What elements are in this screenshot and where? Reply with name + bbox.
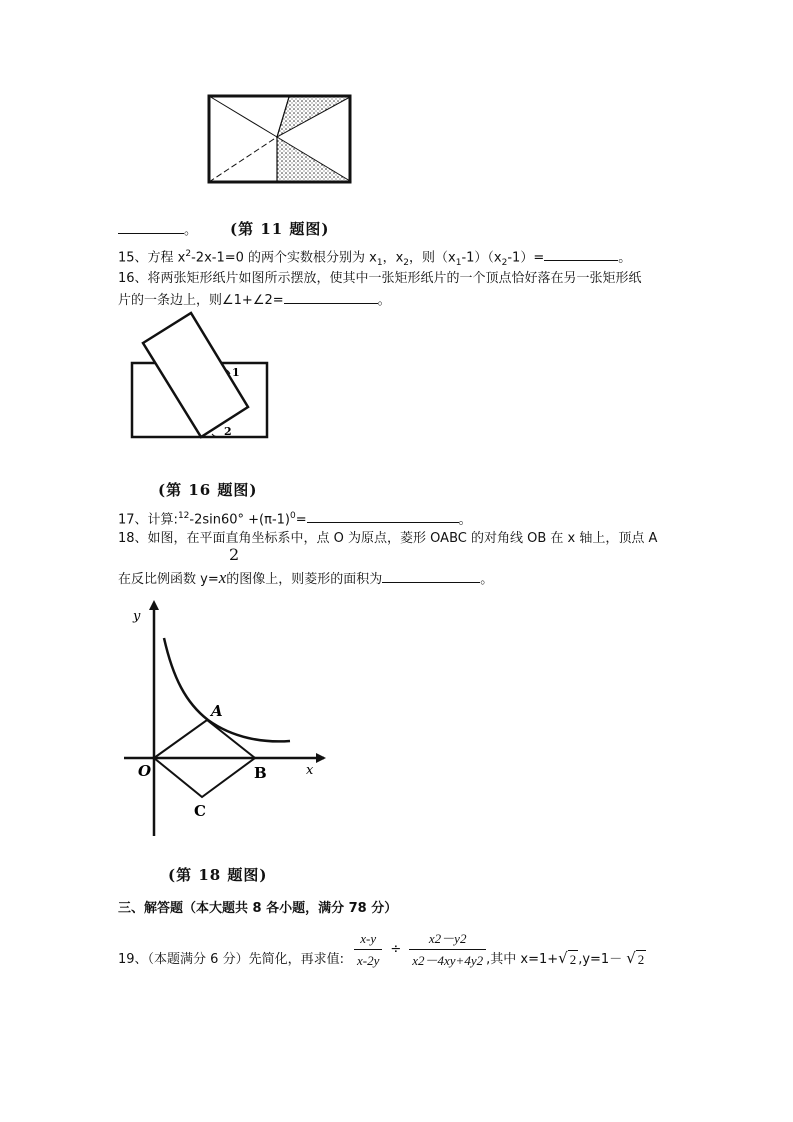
period: 。 — [184, 223, 198, 238]
q19-text: 19、（本题满分 6 分）先简化，再求值: — [118, 952, 344, 967]
q18-fraction-denominator: x — [218, 568, 227, 587]
q19-text: 其中 x=1+ — [490, 952, 559, 967]
q15-text: -1）（x — [461, 250, 502, 266]
q15-text: 15、方程 x — [118, 250, 186, 266]
figure-18-caption: (第 18 题图) — [168, 866, 268, 884]
q15-subscript: 1 — [455, 257, 462, 268]
figure-11-caption: (第 11 题图) — [230, 220, 330, 238]
q19-text: ,y=1－ — [578, 952, 623, 967]
q16-text: 片的一条边上，则∠1+∠2= — [118, 293, 284, 308]
divide-sign: ÷ — [390, 942, 402, 957]
q18-fraction-numerator: 2 — [229, 545, 240, 564]
q16-answer-blank[interactable] — [284, 291, 378, 304]
q17-exponent: 0 — [289, 511, 296, 521]
q19-text: , — [486, 952, 491, 967]
question-18-line-2 — [118, 569, 493, 589]
figure-11-diagram — [205, 92, 355, 187]
figure-18-graph — [118, 598, 338, 843]
q18-answer-blank[interactable] — [382, 570, 480, 583]
question-18-line-1: 18、如图，在平面直角坐标系中，点 O 为原点，菱形 OABC 的对角线 OB 在 x 轴上，顶点 A — [118, 531, 658, 546]
x-axis-label: x — [306, 763, 314, 778]
answer-blank[interactable] — [118, 221, 184, 234]
q15-text: ，x — [382, 250, 404, 266]
q19-radicand: 2 — [637, 951, 645, 967]
q18-text: 在反比例函数 y= — [118, 572, 219, 587]
period: 。 — [458, 512, 472, 528]
point-a-label: A — [211, 702, 223, 720]
sqrt-icon: √ — [626, 949, 636, 967]
q15-subscript: 1 — [376, 257, 383, 268]
question-16-line-2 — [118, 291, 391, 310]
question-15 — [118, 245, 631, 272]
q17-text: -2sin60° +(π-1) — [189, 512, 290, 528]
q19-radicand: 2 — [569, 951, 577, 967]
question-14-answer-line — [118, 221, 197, 240]
fraction-1-denominator: x-2y — [356, 953, 380, 968]
point-o-label: O — [138, 762, 152, 780]
fraction-2-numerator: x2－y2 — [409, 930, 486, 950]
sqrt-icon: √ — [558, 949, 568, 967]
angle-2-label: 2 — [224, 425, 232, 438]
q15-subscript: 2 — [501, 257, 508, 268]
fraction-2-denominator: x2－4xy+4y2 — [412, 953, 484, 968]
period: 。 — [618, 250, 632, 266]
figure-16-caption: (第 16 题图) — [158, 481, 258, 499]
q15-subscript: 2 — [403, 257, 410, 268]
angle-1-label: 1 — [232, 366, 240, 379]
q17-radicand: 12 — [177, 511, 190, 521]
q15-exponent: 2 — [185, 249, 192, 259]
q17-text: = — [295, 512, 307, 528]
section-3-heading: 三、解答题（本大题共 8 各小题，满分 78 分） — [118, 901, 398, 916]
period: 。 — [377, 293, 391, 308]
q19-fraction-2 — [409, 930, 486, 970]
point-b-label: B — [254, 764, 267, 782]
q15-text: ，则（x — [409, 250, 456, 266]
q19-fraction-1 — [354, 930, 382, 970]
q17-answer-blank[interactable] — [307, 510, 459, 523]
fraction-1-numerator: x-y — [354, 930, 382, 950]
q15-text: -1）= — [507, 250, 545, 266]
q18-text: 的图像上，则菱形的面积为 — [226, 572, 383, 587]
y-axis-label: y — [133, 609, 141, 624]
question-17 — [118, 507, 472, 529]
point-c-label: C — [194, 802, 206, 820]
q15-answer-blank[interactable] — [544, 248, 618, 261]
q17-text: 17、计算: — [118, 512, 178, 528]
question-16-line-1: 16、将两张矩形纸片如图所示摆放，使其中一张矩形纸片的一个顶点恰好落在另一张矩形纸 — [118, 271, 642, 286]
question-19 — [118, 925, 646, 975]
figure-16-diagram — [128, 310, 272, 442]
period: 。 — [480, 572, 494, 587]
q15-text: -2x-1=0 的两个实数根分别为 x — [191, 250, 377, 266]
